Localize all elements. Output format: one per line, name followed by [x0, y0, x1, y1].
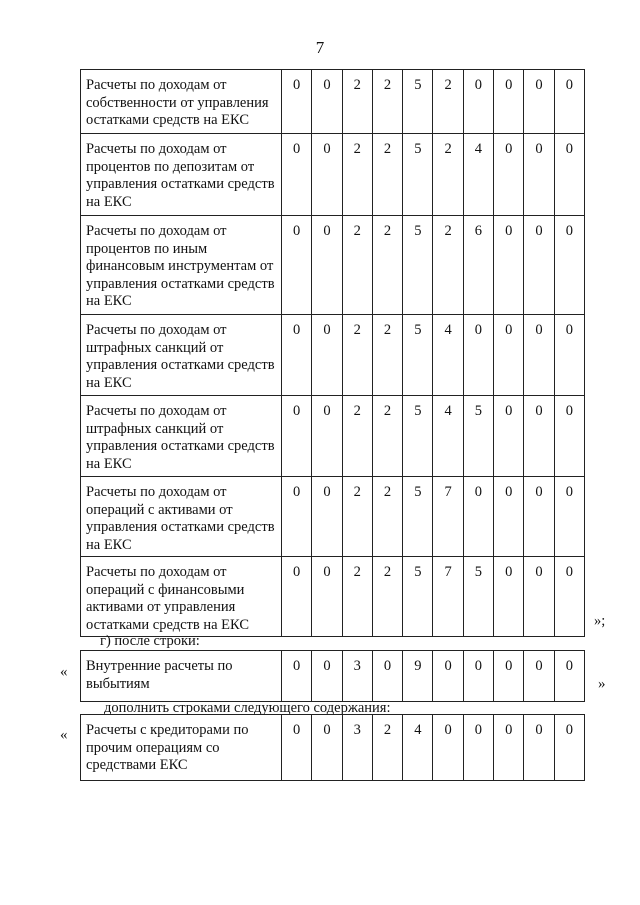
code-digit: 4 — [433, 396, 463, 477]
code-digit: 0 — [554, 134, 584, 216]
code-digit: 2 — [372, 315, 402, 396]
code-digit: 0 — [312, 134, 342, 216]
code-digit: 0 — [494, 315, 524, 396]
opening-quote-mark: « — [60, 727, 68, 743]
account-name: Расчеты по доходам от штрафных санкций от управления остатками средств на ЕКС — [81, 396, 282, 477]
code-digit: 0 — [312, 396, 342, 477]
code-digit: 0 — [554, 315, 584, 396]
closing-quote-mark: »; — [594, 613, 606, 629]
code-digit: 0 — [312, 557, 342, 637]
code-digit: 3 — [342, 715, 372, 781]
code-digit: 0 — [372, 651, 402, 702]
code-digit: 0 — [312, 651, 342, 702]
code-digit: 0 — [524, 715, 554, 781]
table-row — [81, 396, 585, 477]
table-row — [81, 134, 585, 216]
code-digit: 2 — [372, 216, 402, 315]
code-digit: 0 — [494, 557, 524, 637]
reference-row-table — [80, 650, 585, 702]
code-digit: 2 — [342, 557, 372, 637]
account-name: Расчеты с кредиторами по прочим операциям со средствами ЕКС — [81, 715, 282, 781]
code-digit: 7 — [433, 557, 463, 637]
account-name: Расчеты по доходам от процентов по иным финансовым инструментам от управления остатками средств на ЕКС — [81, 216, 282, 315]
code-digit: 0 — [282, 557, 312, 637]
code-digit: 0 — [494, 715, 524, 781]
code-digit: 2 — [433, 216, 463, 315]
code-digit: 2 — [372, 477, 402, 557]
code-digit: 0 — [282, 134, 312, 216]
account-name: Расчеты по доходам от собственности от управления остатками средств на ЕКС — [81, 70, 282, 134]
code-digit: 2 — [372, 134, 402, 216]
code-digit: 0 — [282, 477, 312, 557]
code-digit: 0 — [282, 651, 312, 702]
code-digit: 0 — [433, 715, 463, 781]
account-name: Расчеты по доходам от операций с финансовыми активами от управления остатками средств на ЕКС — [81, 557, 282, 637]
instruction-add-rows: дополнить строками следующего содержания: — [104, 700, 391, 716]
account-name: Расчеты по доходам от операций с активами от управления остатками средств на ЕКС — [81, 477, 282, 557]
code-digit: 0 — [554, 715, 584, 781]
account-name: Расчеты по доходам от процентов по депозитам от управления остатками средств на ЕКС — [81, 134, 282, 216]
code-digit: 0 — [524, 396, 554, 477]
code-digit: 2 — [433, 70, 463, 134]
code-digit: 0 — [554, 477, 584, 557]
code-digit: 6 — [463, 216, 493, 315]
code-digit: 0 — [282, 70, 312, 134]
code-digit: 0 — [524, 557, 554, 637]
code-digit: 0 — [463, 70, 493, 134]
code-digit: 0 — [524, 651, 554, 702]
code-digit: 0 — [554, 70, 584, 134]
code-digit: 0 — [554, 557, 584, 637]
code-digit: 0 — [524, 315, 554, 396]
code-digit: 4 — [433, 315, 463, 396]
code-digit: 0 — [494, 134, 524, 216]
code-digit: 0 — [494, 396, 524, 477]
code-digit: 5 — [403, 134, 433, 216]
code-digit: 4 — [403, 715, 433, 781]
code-digit: 2 — [342, 315, 372, 396]
code-digit: 0 — [524, 216, 554, 315]
account-name: Расчеты по доходам от штрафных санкций от управления остатками средств на ЕКС — [81, 315, 282, 396]
code-digit: 3 — [342, 651, 372, 702]
code-digit: 0 — [312, 315, 342, 396]
code-digit: 0 — [554, 651, 584, 702]
code-digit: 0 — [463, 315, 493, 396]
added-row-table — [80, 714, 585, 781]
code-digit: 2 — [372, 715, 402, 781]
code-digit: 0 — [463, 477, 493, 557]
table-row — [81, 315, 585, 396]
code-digit: 0 — [312, 70, 342, 134]
code-digit: 2 — [342, 134, 372, 216]
code-digit: 0 — [282, 715, 312, 781]
code-digit: 2 — [342, 70, 372, 134]
code-digit: 9 — [403, 651, 433, 702]
code-digit: 0 — [282, 396, 312, 477]
code-digit: 0 — [494, 216, 524, 315]
code-digit: 0 — [554, 216, 584, 315]
table-row — [81, 651, 585, 702]
code-digit: 5 — [463, 396, 493, 477]
code-digit: 0 — [554, 396, 584, 477]
code-digit: 5 — [463, 557, 493, 637]
code-digit: 0 — [494, 477, 524, 557]
code-digit: 7 — [433, 477, 463, 557]
code-digit: 2 — [372, 396, 402, 477]
code-digit: 0 — [463, 715, 493, 781]
code-digit: 2 — [372, 557, 402, 637]
code-digit: 0 — [312, 715, 342, 781]
code-digit: 4 — [463, 134, 493, 216]
instruction-after-row: г) после строки: — [100, 633, 200, 649]
code-digit: 5 — [403, 216, 433, 315]
table-row — [81, 216, 585, 315]
account-name: Внутренние расчеты по выбытиям — [81, 651, 282, 702]
code-digit: 0 — [282, 216, 312, 315]
code-digit: 0 — [312, 477, 342, 557]
table-row — [81, 70, 585, 134]
code-digit: 2 — [342, 477, 372, 557]
opening-quote-mark: « — [60, 664, 68, 680]
code-digit: 0 — [524, 70, 554, 134]
table-row — [81, 557, 585, 637]
code-digit: 0 — [282, 315, 312, 396]
code-digit: 0 — [524, 134, 554, 216]
table-row — [81, 715, 585, 781]
accounts-table — [80, 69, 585, 637]
page-number: 7 — [315, 38, 325, 57]
table-row — [81, 477, 585, 557]
code-digit: 0 — [494, 651, 524, 702]
code-digit: 0 — [494, 70, 524, 134]
code-digit: 2 — [342, 396, 372, 477]
code-digit: 5 — [403, 70, 433, 134]
code-digit: 0 — [312, 216, 342, 315]
code-digit: 5 — [403, 557, 433, 637]
code-digit: 5 — [403, 315, 433, 396]
code-digit: 2 — [433, 134, 463, 216]
code-digit: 0 — [463, 651, 493, 702]
code-digit: 5 — [403, 477, 433, 557]
code-digit: 0 — [433, 651, 463, 702]
code-digit: 0 — [524, 477, 554, 557]
code-digit: 2 — [342, 216, 372, 315]
closing-quote-mark: » — [598, 676, 606, 692]
code-digit: 5 — [403, 396, 433, 477]
code-digit: 2 — [372, 70, 402, 134]
